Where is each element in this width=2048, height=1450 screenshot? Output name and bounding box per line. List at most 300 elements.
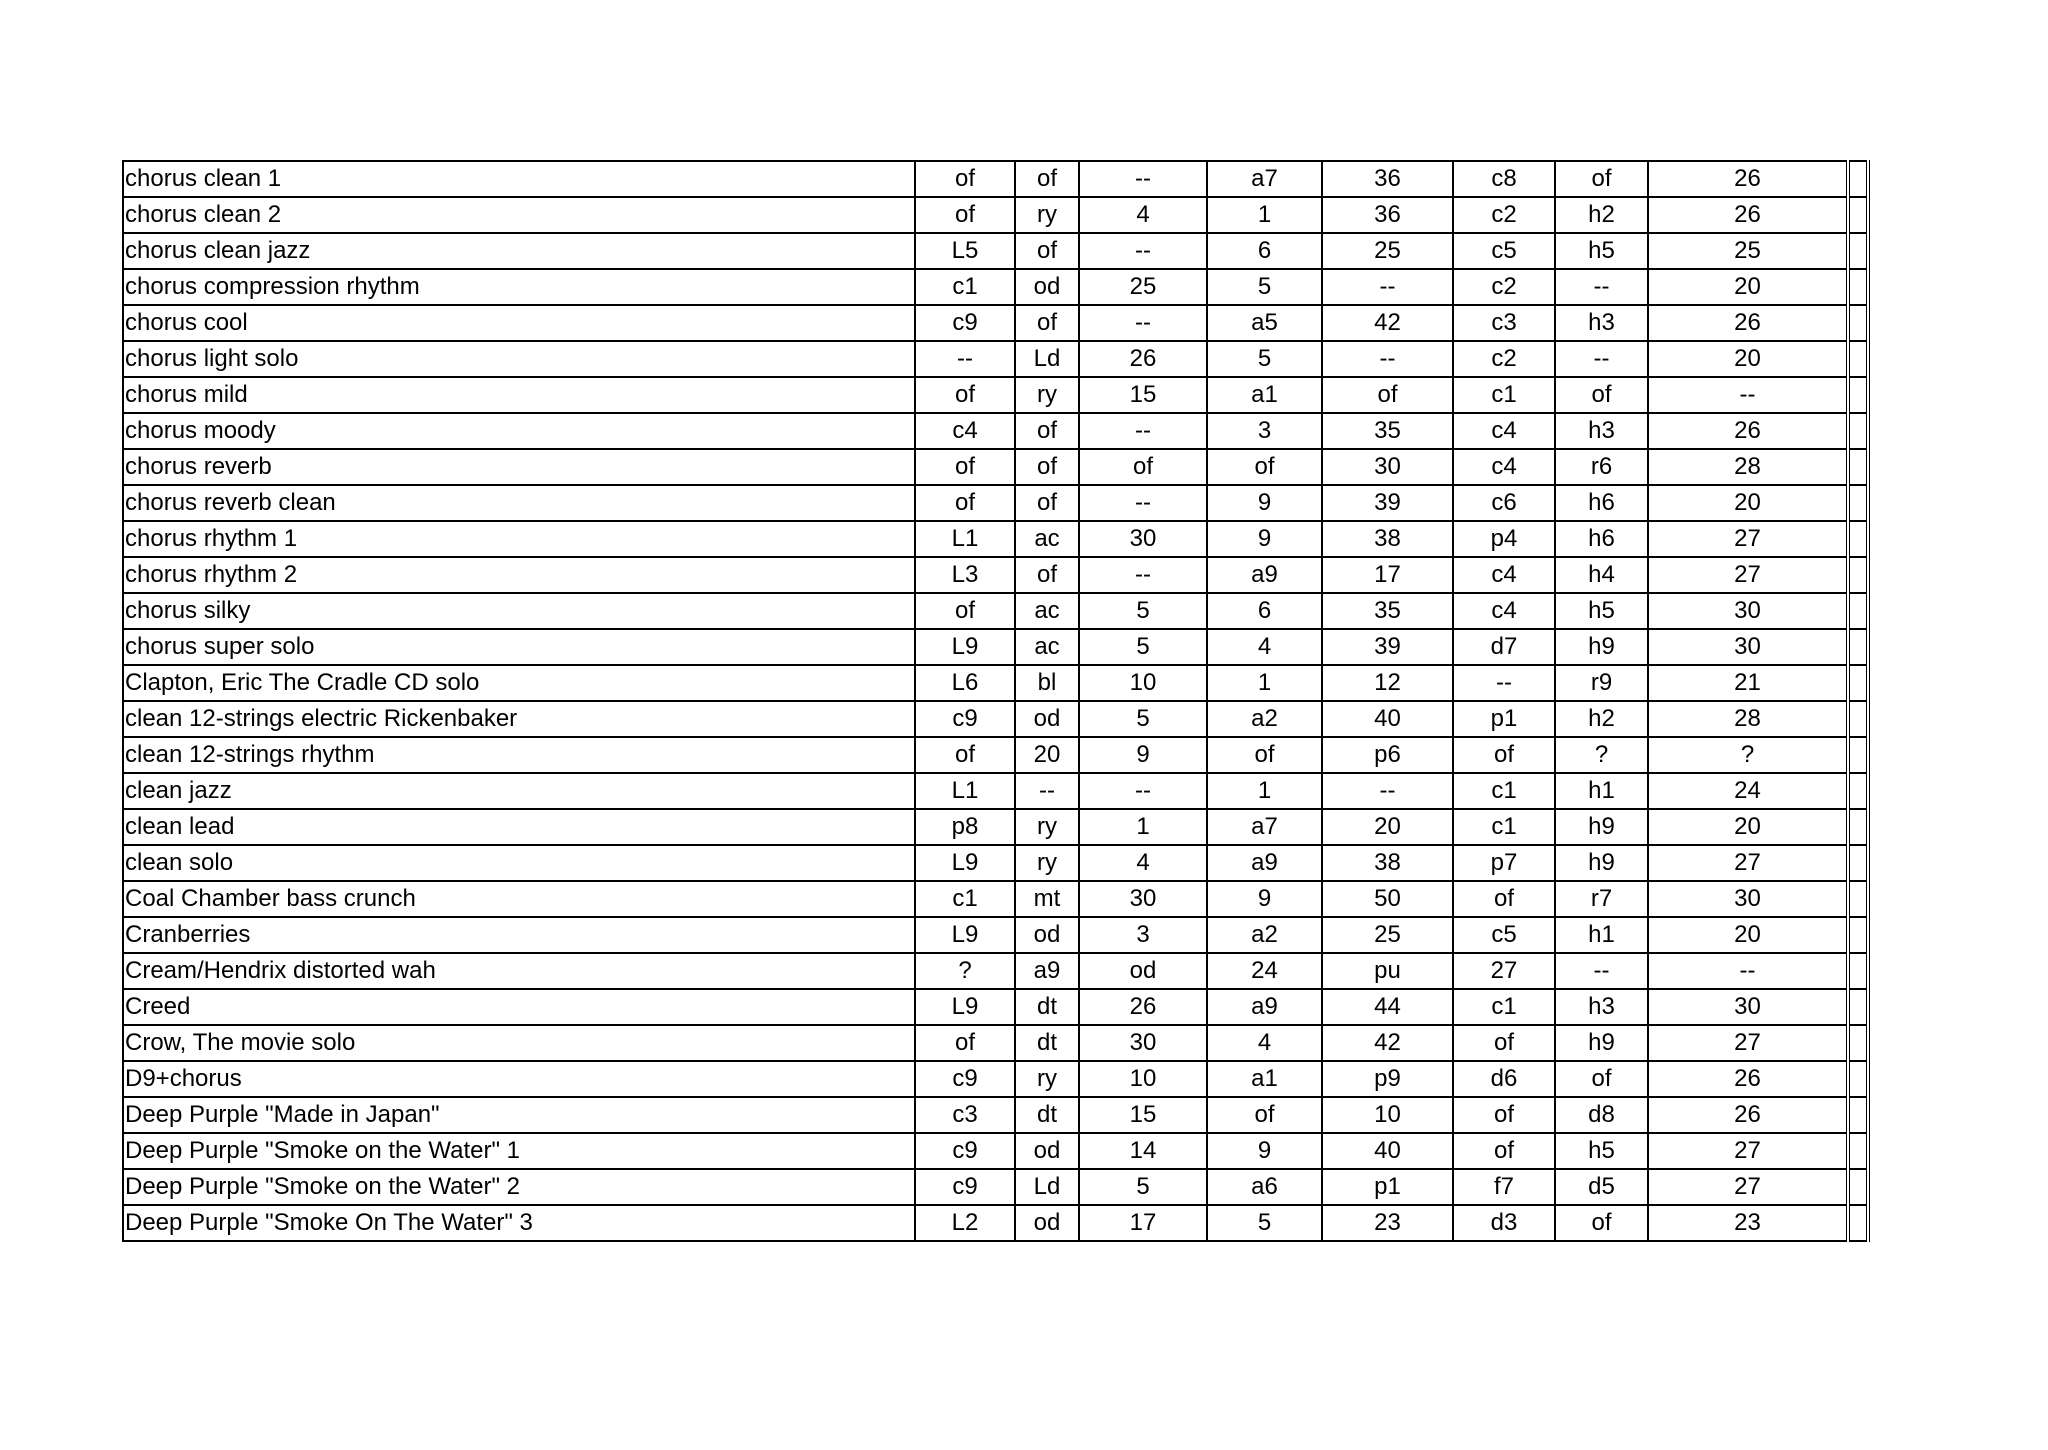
setting-cell-6: of (1453, 1025, 1555, 1061)
patch-name-cell: Deep Purple "Smoke on the Water" 1 (123, 1133, 915, 1169)
setting-cell-4: a6 (1207, 1169, 1322, 1205)
setting-cell-5: 50 (1322, 881, 1453, 917)
table-edge-cell (1848, 1169, 1868, 1205)
setting-cell-4: 1 (1207, 665, 1322, 701)
setting-cell-6: c1 (1453, 377, 1555, 413)
setting-cell-7: h3 (1555, 305, 1648, 341)
setting-cell-1: L2 (915, 1205, 1015, 1241)
setting-cell-1: c3 (915, 1097, 1015, 1133)
setting-cell-8: 20 (1648, 269, 1848, 305)
table-edge-cell (1848, 449, 1868, 485)
setting-cell-2: ry (1015, 1061, 1079, 1097)
setting-cell-8: 26 (1648, 1061, 1848, 1097)
table-row (123, 989, 1868, 1025)
table-edge-cell (1848, 881, 1868, 917)
setting-cell-2: ry (1015, 809, 1079, 845)
setting-cell-5: 42 (1322, 1025, 1453, 1061)
table-edge-cell (1848, 557, 1868, 593)
setting-cell-8: 20 (1648, 809, 1848, 845)
patch-name-cell: Clapton, Eric The Cradle CD solo (123, 665, 915, 701)
setting-cell-1: c9 (915, 1169, 1015, 1205)
patch-name-cell: clean lead (123, 809, 915, 845)
table-edge-cell (1848, 341, 1868, 377)
patch-name-cell: chorus cool (123, 305, 915, 341)
patch-name-cell: chorus reverb clean (123, 485, 915, 521)
setting-cell-1: L3 (915, 557, 1015, 593)
setting-cell-8: 28 (1648, 701, 1848, 737)
patch-name-cell: chorus super solo (123, 629, 915, 665)
setting-cell-6: c5 (1453, 233, 1555, 269)
setting-cell-3: of (1079, 449, 1207, 485)
setting-cell-6: c1 (1453, 773, 1555, 809)
table-row (123, 1025, 1868, 1061)
patch-name-cell: chorus rhythm 2 (123, 557, 915, 593)
setting-cell-2: dt (1015, 1097, 1079, 1133)
setting-cell-8: 27 (1648, 557, 1848, 593)
setting-cell-7: r9 (1555, 665, 1648, 701)
setting-cell-1: L9 (915, 845, 1015, 881)
setting-cell-4: 9 (1207, 485, 1322, 521)
setting-cell-8: 30 (1648, 593, 1848, 629)
setting-cell-6: p1 (1453, 701, 1555, 737)
setting-cell-7: h9 (1555, 1025, 1648, 1061)
setting-cell-4: a2 (1207, 701, 1322, 737)
setting-cell-2: of (1015, 413, 1079, 449)
setting-cell-7: of (1555, 161, 1648, 197)
setting-cell-1: L5 (915, 233, 1015, 269)
setting-cell-5: 44 (1322, 989, 1453, 1025)
setting-cell-1: of (915, 593, 1015, 629)
setting-cell-5: 38 (1322, 521, 1453, 557)
setting-cell-8: 28 (1648, 449, 1848, 485)
setting-cell-3: 30 (1079, 521, 1207, 557)
setting-cell-2: a9 (1015, 953, 1079, 989)
setting-cell-7: h6 (1555, 485, 1648, 521)
patch-name-cell: Cream/Hendrix distorted wah (123, 953, 915, 989)
setting-cell-3: -- (1079, 557, 1207, 593)
setting-cell-5: 12 (1322, 665, 1453, 701)
setting-cell-8: 25 (1648, 233, 1848, 269)
table-row (123, 737, 1868, 773)
patch-name-cell: clean 12-strings rhythm (123, 737, 915, 773)
setting-cell-8: 26 (1648, 1097, 1848, 1133)
setting-cell-3: -- (1079, 485, 1207, 521)
table-row (123, 269, 1868, 305)
setting-cell-8: -- (1648, 953, 1848, 989)
setting-cell-3: 15 (1079, 377, 1207, 413)
setting-cell-2: of (1015, 233, 1079, 269)
setting-cell-4: 6 (1207, 233, 1322, 269)
setting-cell-5: -- (1322, 773, 1453, 809)
patch-name-cell: Crow, The movie solo (123, 1025, 915, 1061)
setting-cell-5: 36 (1322, 161, 1453, 197)
setting-cell-3: od (1079, 953, 1207, 989)
setting-cell-7: h9 (1555, 629, 1648, 665)
setting-cell-2: -- (1015, 773, 1079, 809)
table-row (123, 305, 1868, 341)
table-row (123, 593, 1868, 629)
setting-cell-2: Ld (1015, 341, 1079, 377)
setting-cell-5: 36 (1322, 197, 1453, 233)
setting-cell-5: 30 (1322, 449, 1453, 485)
table-row (123, 1169, 1868, 1205)
setting-cell-5: p9 (1322, 1061, 1453, 1097)
setting-cell-6: c4 (1453, 413, 1555, 449)
table-row (123, 449, 1868, 485)
patch-settings-table (122, 160, 1870, 1242)
table-edge-cell (1848, 989, 1868, 1025)
setting-cell-3: 9 (1079, 737, 1207, 773)
setting-cell-3: 25 (1079, 269, 1207, 305)
setting-cell-7: h5 (1555, 233, 1648, 269)
table-edge-cell (1848, 305, 1868, 341)
setting-cell-3: 26 (1079, 989, 1207, 1025)
patch-name-cell: chorus reverb (123, 449, 915, 485)
setting-cell-2: bl (1015, 665, 1079, 701)
setting-cell-1: c4 (915, 413, 1015, 449)
setting-cell-2: od (1015, 1205, 1079, 1241)
setting-cell-6: c4 (1453, 557, 1555, 593)
setting-cell-5: 20 (1322, 809, 1453, 845)
setting-cell-2: ry (1015, 197, 1079, 233)
table-edge-cell (1848, 233, 1868, 269)
setting-cell-7: h1 (1555, 773, 1648, 809)
table-edge-cell (1848, 737, 1868, 773)
table-edge-cell (1848, 809, 1868, 845)
setting-cell-3: 14 (1079, 1133, 1207, 1169)
setting-cell-6: of (1453, 881, 1555, 917)
table-edge-cell (1848, 1097, 1868, 1133)
setting-cell-6: c2 (1453, 341, 1555, 377)
setting-cell-1: ? (915, 953, 1015, 989)
setting-cell-2: ry (1015, 377, 1079, 413)
table-row (123, 521, 1868, 557)
table-row (123, 1097, 1868, 1133)
table-edge-cell (1848, 701, 1868, 737)
setting-cell-4: 9 (1207, 521, 1322, 557)
setting-cell-1: c9 (915, 1061, 1015, 1097)
setting-cell-5: 40 (1322, 1133, 1453, 1169)
setting-cell-3: 5 (1079, 1169, 1207, 1205)
setting-cell-3: -- (1079, 305, 1207, 341)
setting-cell-6: of (1453, 1133, 1555, 1169)
setting-cell-2: dt (1015, 989, 1079, 1025)
table-edge-cell (1848, 845, 1868, 881)
setting-cell-7: h5 (1555, 593, 1648, 629)
table-edge-cell (1848, 593, 1868, 629)
table-edge-cell (1848, 917, 1868, 953)
setting-cell-6: 27 (1453, 953, 1555, 989)
setting-cell-8: 27 (1648, 521, 1848, 557)
setting-cell-3: 10 (1079, 1061, 1207, 1097)
setting-cell-3: 5 (1079, 701, 1207, 737)
setting-cell-4: of (1207, 449, 1322, 485)
setting-cell-4: 5 (1207, 269, 1322, 305)
setting-cell-7: r6 (1555, 449, 1648, 485)
setting-cell-5: 35 (1322, 413, 1453, 449)
setting-cell-4: a2 (1207, 917, 1322, 953)
setting-cell-8: 26 (1648, 413, 1848, 449)
setting-cell-3: 5 (1079, 593, 1207, 629)
setting-cell-7: -- (1555, 341, 1648, 377)
setting-cell-2: of (1015, 557, 1079, 593)
table-row (123, 665, 1868, 701)
setting-cell-8: 20 (1648, 917, 1848, 953)
patch-name-cell: chorus silky (123, 593, 915, 629)
setting-cell-4: a1 (1207, 377, 1322, 413)
table-row (123, 809, 1868, 845)
setting-cell-7: of (1555, 377, 1648, 413)
setting-cell-4: 6 (1207, 593, 1322, 629)
setting-cell-6: c4 (1453, 593, 1555, 629)
setting-cell-4: a1 (1207, 1061, 1322, 1097)
table-row (123, 773, 1868, 809)
table-edge-cell (1848, 1061, 1868, 1097)
setting-cell-1: L1 (915, 521, 1015, 557)
setting-cell-7: h3 (1555, 413, 1648, 449)
setting-cell-1: of (915, 449, 1015, 485)
setting-cell-6: d7 (1453, 629, 1555, 665)
patch-name-cell: chorus light solo (123, 341, 915, 377)
setting-cell-6: p4 (1453, 521, 1555, 557)
table-row (123, 485, 1868, 521)
setting-cell-6: -- (1453, 665, 1555, 701)
patch-name-cell: Creed (123, 989, 915, 1025)
patch-name-cell: chorus rhythm 1 (123, 521, 915, 557)
setting-cell-7: h2 (1555, 197, 1648, 233)
setting-cell-1: of (915, 737, 1015, 773)
patch-name-cell: clean 12-strings electric Rickenbaker (123, 701, 915, 737)
setting-cell-8: 21 (1648, 665, 1848, 701)
setting-cell-2: ac (1015, 593, 1079, 629)
setting-cell-4: 4 (1207, 1025, 1322, 1061)
setting-cell-4: of (1207, 737, 1322, 773)
setting-cell-1: L9 (915, 989, 1015, 1025)
setting-cell-4: a7 (1207, 161, 1322, 197)
setting-cell-8: 26 (1648, 161, 1848, 197)
table-edge-cell (1848, 413, 1868, 449)
setting-cell-1: L9 (915, 917, 1015, 953)
patch-name-cell: chorus mild (123, 377, 915, 413)
setting-cell-5: 23 (1322, 1205, 1453, 1241)
setting-cell-6: c6 (1453, 485, 1555, 521)
setting-cell-5: 39 (1322, 485, 1453, 521)
patch-name-cell: chorus moody (123, 413, 915, 449)
patch-name-cell: chorus clean 2 (123, 197, 915, 233)
setting-cell-1: of (915, 161, 1015, 197)
setting-cell-5: 40 (1322, 701, 1453, 737)
setting-cell-3: 26 (1079, 341, 1207, 377)
patch-name-cell: Cranberries (123, 917, 915, 953)
setting-cell-5: 10 (1322, 1097, 1453, 1133)
table-edge-cell (1848, 773, 1868, 809)
setting-cell-6: c5 (1453, 917, 1555, 953)
setting-cell-7: h9 (1555, 845, 1648, 881)
table-edge-cell (1848, 485, 1868, 521)
setting-cell-6: c1 (1453, 809, 1555, 845)
setting-cell-8: 26 (1648, 197, 1848, 233)
table-body (123, 161, 1868, 1241)
table-edge-cell (1848, 197, 1868, 233)
patch-name-cell: Deep Purple "Smoke on the Water" 2 (123, 1169, 915, 1205)
setting-cell-6: f7 (1453, 1169, 1555, 1205)
setting-cell-5: 38 (1322, 845, 1453, 881)
setting-cell-1: of (915, 1025, 1015, 1061)
table-edge-cell (1848, 521, 1868, 557)
setting-cell-1: c1 (915, 881, 1015, 917)
setting-cell-7: h4 (1555, 557, 1648, 593)
setting-cell-2: od (1015, 917, 1079, 953)
setting-cell-3: 1 (1079, 809, 1207, 845)
setting-cell-4: 4 (1207, 629, 1322, 665)
setting-cell-2: od (1015, 1133, 1079, 1169)
setting-cell-1: L9 (915, 629, 1015, 665)
setting-cell-6: c4 (1453, 449, 1555, 485)
setting-cell-7: of (1555, 1061, 1648, 1097)
setting-cell-4: a5 (1207, 305, 1322, 341)
setting-cell-2: 20 (1015, 737, 1079, 773)
setting-cell-3: 4 (1079, 845, 1207, 881)
setting-cell-8: 30 (1648, 989, 1848, 1025)
table-row (123, 341, 1868, 377)
setting-cell-6: c1 (1453, 989, 1555, 1025)
table-edge-cell (1848, 161, 1868, 197)
setting-cell-1: of (915, 377, 1015, 413)
setting-cell-4: 3 (1207, 413, 1322, 449)
patch-name-cell: Coal Chamber bass crunch (123, 881, 915, 917)
setting-cell-3: 5 (1079, 629, 1207, 665)
setting-cell-5: p1 (1322, 1169, 1453, 1205)
setting-cell-2: ac (1015, 629, 1079, 665)
setting-cell-2: ac (1015, 521, 1079, 557)
setting-cell-4: of (1207, 1097, 1322, 1133)
setting-cell-7: h9 (1555, 809, 1648, 845)
setting-cell-3: 3 (1079, 917, 1207, 953)
table-edge-cell (1848, 269, 1868, 305)
table-row (123, 413, 1868, 449)
table-row (123, 953, 1868, 989)
setting-cell-4: 5 (1207, 1205, 1322, 1241)
setting-cell-8: 27 (1648, 1133, 1848, 1169)
patch-name-cell: chorus clean jazz (123, 233, 915, 269)
setting-cell-3: 4 (1079, 197, 1207, 233)
setting-cell-4: 9 (1207, 1133, 1322, 1169)
setting-cell-6: c8 (1453, 161, 1555, 197)
setting-cell-7: d8 (1555, 1097, 1648, 1133)
setting-cell-8: 30 (1648, 629, 1848, 665)
table-row (123, 845, 1868, 881)
setting-cell-2: mt (1015, 881, 1079, 917)
setting-cell-7: h6 (1555, 521, 1648, 557)
patch-name-cell: clean solo (123, 845, 915, 881)
setting-cell-8: 27 (1648, 1169, 1848, 1205)
setting-cell-7: d5 (1555, 1169, 1648, 1205)
setting-cell-4: a7 (1207, 809, 1322, 845)
table-edge-cell (1848, 377, 1868, 413)
setting-cell-3: -- (1079, 233, 1207, 269)
setting-cell-3: 10 (1079, 665, 1207, 701)
setting-cell-4: 9 (1207, 881, 1322, 917)
setting-cell-6: d6 (1453, 1061, 1555, 1097)
setting-cell-3: -- (1079, 413, 1207, 449)
setting-cell-7: h2 (1555, 701, 1648, 737)
patch-name-cell: chorus compression rhythm (123, 269, 915, 305)
setting-cell-1: c9 (915, 1133, 1015, 1169)
table-row (123, 197, 1868, 233)
setting-cell-6: c3 (1453, 305, 1555, 341)
setting-cell-5: 25 (1322, 917, 1453, 953)
setting-cell-2: Ld (1015, 1169, 1079, 1205)
setting-cell-7: h1 (1555, 917, 1648, 953)
setting-cell-7: r7 (1555, 881, 1648, 917)
setting-cell-3: 30 (1079, 881, 1207, 917)
setting-cell-8: 27 (1648, 845, 1848, 881)
setting-cell-5: p6 (1322, 737, 1453, 773)
setting-cell-3: 17 (1079, 1205, 1207, 1241)
setting-cell-5: 25 (1322, 233, 1453, 269)
patch-name-cell: clean jazz (123, 773, 915, 809)
setting-cell-7: h3 (1555, 989, 1648, 1025)
setting-cell-5: of (1322, 377, 1453, 413)
setting-cell-2: of (1015, 305, 1079, 341)
setting-cell-1: L1 (915, 773, 1015, 809)
setting-cell-8: 24 (1648, 773, 1848, 809)
setting-cell-6: c2 (1453, 269, 1555, 305)
setting-cell-1: of (915, 197, 1015, 233)
setting-cell-8: 23 (1648, 1205, 1848, 1241)
table-row (123, 1061, 1868, 1097)
setting-cell-2: ry (1015, 845, 1079, 881)
table-row (123, 161, 1868, 197)
setting-cell-2: of (1015, 161, 1079, 197)
setting-cell-1: p8 (915, 809, 1015, 845)
table-row (123, 233, 1868, 269)
setting-cell-4: a9 (1207, 989, 1322, 1025)
table-row (123, 557, 1868, 593)
table-edge-cell (1848, 665, 1868, 701)
table-edge-cell (1848, 1025, 1868, 1061)
setting-cell-3: 15 (1079, 1097, 1207, 1133)
setting-cell-2: of (1015, 485, 1079, 521)
setting-cell-3: 30 (1079, 1025, 1207, 1061)
setting-cell-4: a9 (1207, 845, 1322, 881)
table-row (123, 917, 1868, 953)
setting-cell-5: 17 (1322, 557, 1453, 593)
setting-cell-6: d3 (1453, 1205, 1555, 1241)
table-edge-cell (1848, 1205, 1868, 1241)
setting-cell-6: of (1453, 1097, 1555, 1133)
setting-cell-3: -- (1079, 773, 1207, 809)
setting-cell-5: -- (1322, 341, 1453, 377)
patch-name-cell: Deep Purple "Made in Japan" (123, 1097, 915, 1133)
table-edge-cell (1848, 629, 1868, 665)
setting-cell-5: -- (1322, 269, 1453, 305)
setting-cell-8: ? (1648, 737, 1848, 773)
setting-cell-8: -- (1648, 377, 1848, 413)
setting-cell-6: p7 (1453, 845, 1555, 881)
setting-cell-7: h5 (1555, 1133, 1648, 1169)
setting-cell-8: 20 (1648, 341, 1848, 377)
setting-cell-1: of (915, 485, 1015, 521)
setting-cell-2: dt (1015, 1025, 1079, 1061)
setting-cell-7: -- (1555, 269, 1648, 305)
setting-cell-5: 42 (1322, 305, 1453, 341)
setting-cell-4: 5 (1207, 341, 1322, 377)
setting-cell-1: L6 (915, 665, 1015, 701)
setting-cell-5: 39 (1322, 629, 1453, 665)
patch-name-cell: Deep Purple "Smoke On The Water" 3 (123, 1205, 915, 1241)
setting-cell-7: of (1555, 1205, 1648, 1241)
